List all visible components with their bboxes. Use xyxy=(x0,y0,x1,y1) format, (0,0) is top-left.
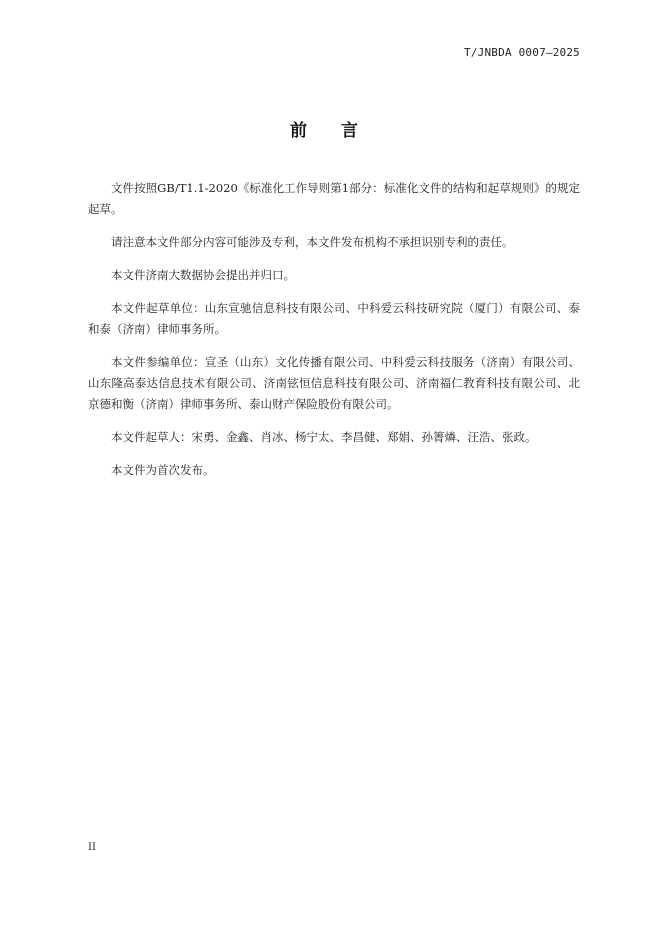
document-body xyxy=(88,178,580,493)
section-title: 前 言 xyxy=(290,121,372,141)
paragraph-participating-units: 本文件参编单位：宣圣（山东）文化传播有限公司、中科爱云科技服务（济南）有限公司、山东隆高泰达信息技术有限公司、济南铉恒信息科技有限公司、济南福仁教育科技有限公司、北京德和衡（济南）律师事务所、泰山财产保险股份有限公司。 xyxy=(88,355,580,411)
paragraph-drafting-rules: 文件按照GB/T1.1-2020《标准化工作导则第1部分：标准化文件的结构和起草规则》的规定起草。 xyxy=(88,181,580,216)
paragraph-drafting-units: 本文件起草单位：山东宣驰信息科技有限公司、中科爱云科技研究院（厦门）有限公司、泰和泰（济南）律师事务所。 xyxy=(88,301,580,336)
page-number: II xyxy=(88,842,96,853)
paragraph-drafters: 本文件起草人：宋勇、金鑫、肖冰、杨宁太、李昌健、郑娟、孙箐燐、汪浩、张政。 xyxy=(111,430,537,444)
document-id: T/JNBDA 0007—2025 xyxy=(464,46,580,59)
paragraph-proposer: 本文件济南大数据协会提出并归口。 xyxy=(111,268,295,282)
paragraph-first-release: 本文件为首次发布。 xyxy=(111,463,215,477)
paragraph-patent-notice: 请注意本文件部分内容可能涉及专利，本文件发布机构不承担识别专利的责任。 xyxy=(111,235,514,249)
